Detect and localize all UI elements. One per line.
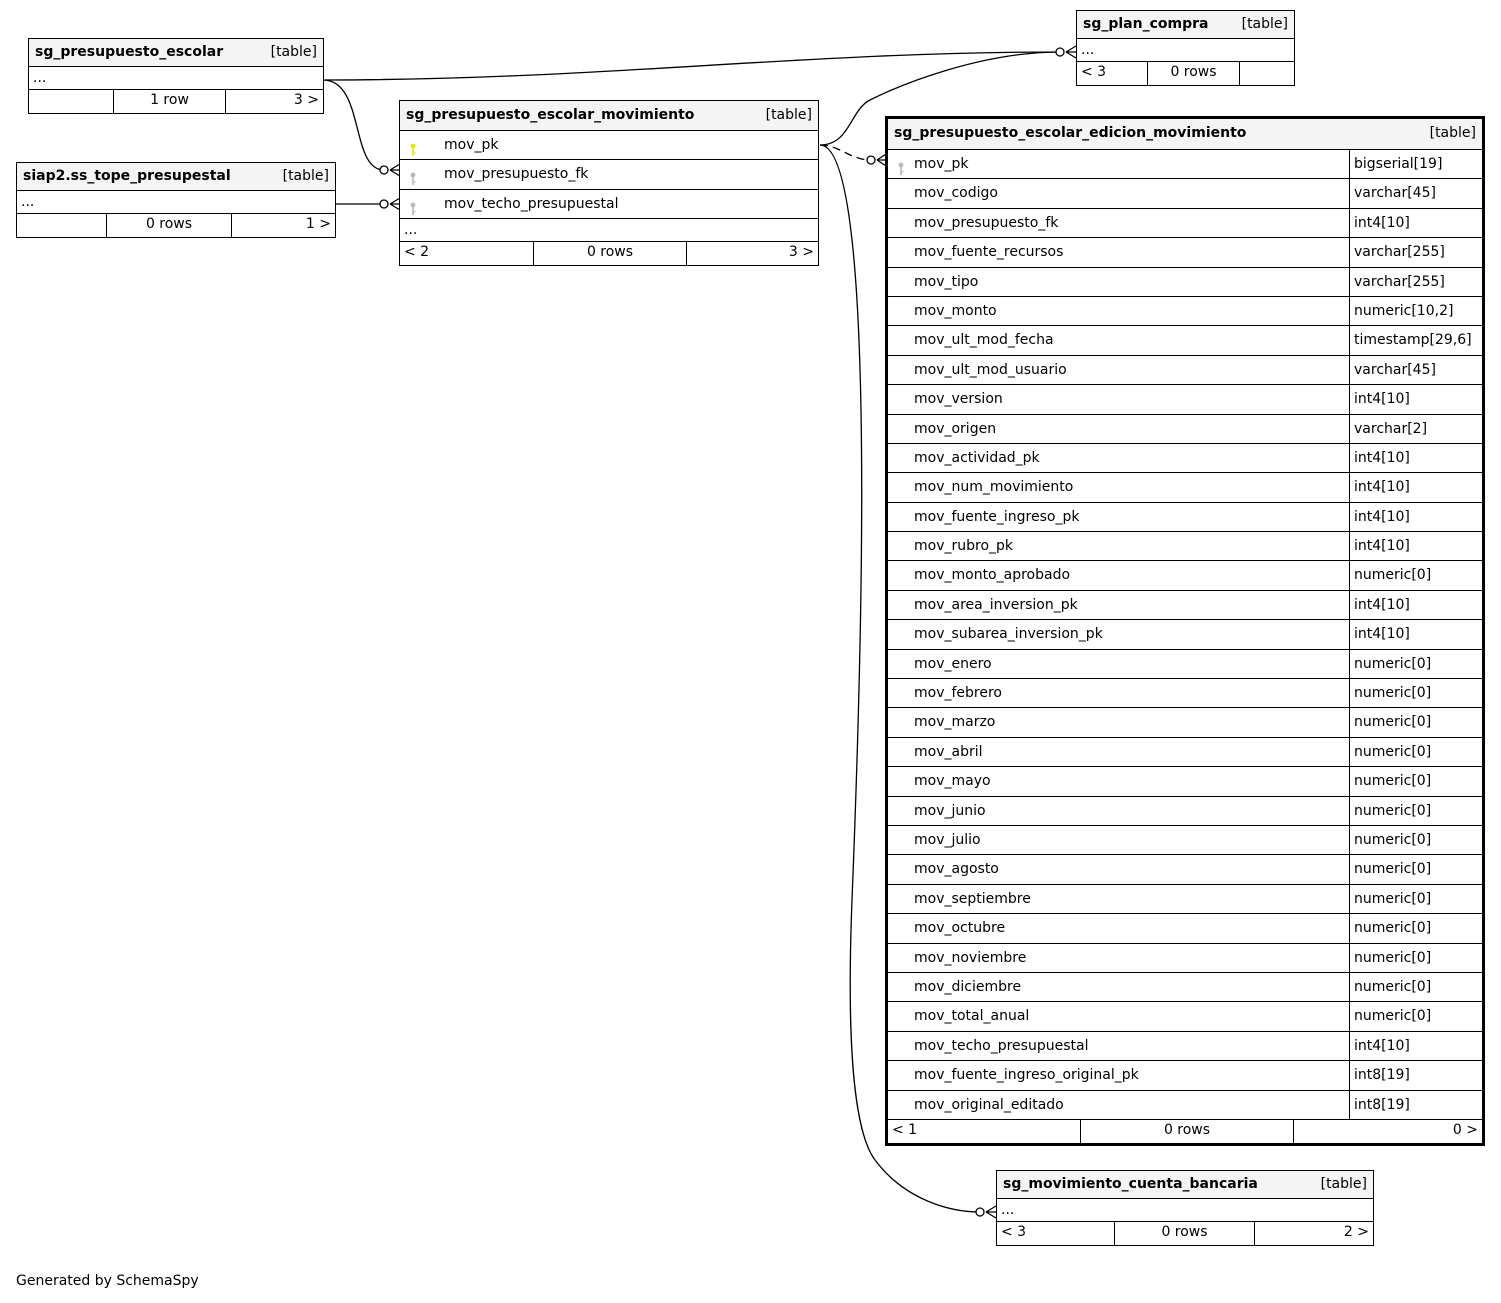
parents-count: < 3 bbox=[997, 1222, 1115, 1245]
table-name: sg_movimiento_cuenta_bancaria bbox=[1003, 1176, 1258, 1192]
column-type: int4[10] bbox=[1349, 444, 1482, 472]
key-cell bbox=[888, 1032, 914, 1060]
column-type: int4[10] bbox=[1349, 591, 1482, 619]
column-row[interactable] bbox=[888, 650, 1482, 679]
parents-count: < 2 bbox=[400, 242, 534, 265]
children-count: 3 > bbox=[788, 244, 814, 261]
column-type: numeric[0] bbox=[1349, 826, 1482, 854]
column-type: bigserial[19] bbox=[1349, 150, 1482, 178]
key-cell bbox=[888, 885, 914, 913]
table-header bbox=[997, 1171, 1373, 1199]
columns-ellipsis: ... bbox=[400, 219, 818, 242]
table-kind: [table] bbox=[1429, 125, 1476, 141]
column-name: mov_ult_mod_usuario bbox=[914, 361, 1067, 378]
column-type: numeric[0] bbox=[1349, 1002, 1482, 1030]
table-sg-movimiento-cuenta-bancaria[interactable] bbox=[996, 1170, 1374, 1246]
key-cell bbox=[888, 826, 914, 854]
foreign-key-icon bbox=[898, 158, 904, 172]
row-count: 1 row bbox=[114, 90, 226, 113]
column-type: numeric[0] bbox=[1349, 708, 1482, 736]
key-cell bbox=[888, 708, 914, 736]
column-name: mov_num_movimiento bbox=[914, 479, 1074, 496]
children-count: 2 > bbox=[1343, 1224, 1369, 1240]
column-type: int8[19] bbox=[1349, 1061, 1482, 1089]
table-footer bbox=[997, 1222, 1373, 1245]
key-cell bbox=[888, 415, 914, 443]
key-cell bbox=[888, 356, 914, 384]
column-name: mov_mayo bbox=[914, 773, 991, 790]
column-type: numeric[10,2] bbox=[1349, 297, 1482, 325]
key-cell bbox=[888, 973, 914, 1001]
column-type: varchar[255] bbox=[1349, 268, 1482, 296]
key-cell bbox=[888, 532, 914, 560]
column-name: mov_subarea_inversion_pk bbox=[914, 626, 1103, 643]
column-type: numeric[0] bbox=[1349, 650, 1482, 678]
column-name: mov_marzo bbox=[914, 714, 996, 731]
column-row[interactable] bbox=[888, 444, 1482, 473]
key-cell bbox=[888, 503, 914, 531]
column-name: mov_monto bbox=[914, 302, 997, 319]
table-sg-presupuesto-escolar-movimiento[interactable] bbox=[399, 100, 819, 266]
column-name: mov_techo_presupuestal bbox=[444, 195, 619, 212]
key-cell bbox=[888, 797, 914, 825]
column-row[interactable] bbox=[888, 503, 1482, 532]
column-name: mov_noviembre bbox=[914, 949, 1027, 966]
column-name: mov_fuente_ingreso_original_pk bbox=[914, 1067, 1139, 1084]
row-count: 0 rows bbox=[107, 214, 232, 237]
key-cell bbox=[888, 650, 914, 678]
key-cell bbox=[888, 620, 914, 648]
column-type: numeric[0] bbox=[1349, 885, 1482, 913]
foreign-key-icon bbox=[410, 168, 416, 182]
key-cell bbox=[888, 473, 914, 501]
key-cell bbox=[888, 1091, 914, 1119]
column-type: int4[10] bbox=[1349, 385, 1482, 413]
key-cell bbox=[888, 855, 914, 883]
column-row[interactable] bbox=[888, 209, 1482, 238]
parents-count: < 3 bbox=[1077, 62, 1148, 85]
column-type: int4[10] bbox=[1349, 620, 1482, 648]
column-type: numeric[0] bbox=[1349, 914, 1482, 942]
column-name: mov_septiembre bbox=[914, 890, 1031, 907]
column-name: mov_area_inversion_pk bbox=[914, 596, 1078, 613]
column-type: numeric[0] bbox=[1349, 944, 1482, 972]
primary-key-icon bbox=[410, 139, 416, 153]
table-footer bbox=[29, 90, 323, 113]
column-row[interactable] bbox=[888, 356, 1482, 385]
table-header bbox=[17, 163, 335, 191]
column-type: varchar[45] bbox=[1349, 356, 1482, 384]
parents-count bbox=[17, 214, 107, 237]
key-cell bbox=[888, 738, 914, 766]
column-type: int4[10] bbox=[1349, 532, 1482, 560]
table-name: sg_presupuesto_escolar bbox=[35, 44, 224, 60]
column-row[interactable] bbox=[888, 620, 1482, 649]
row-count: 0 rows bbox=[534, 242, 687, 265]
key-cell bbox=[888, 914, 914, 942]
column-row[interactable] bbox=[888, 885, 1482, 914]
key-cell bbox=[888, 268, 914, 296]
table-kind: [table] bbox=[1241, 16, 1288, 32]
column-row[interactable] bbox=[888, 1032, 1482, 1061]
generated-by-credit: Generated by SchemaSpy bbox=[16, 1273, 199, 1289]
column-type: numeric[0] bbox=[1349, 973, 1482, 1001]
column-row[interactable] bbox=[888, 268, 1482, 297]
key-cell bbox=[888, 944, 914, 972]
column-row[interactable] bbox=[888, 473, 1482, 502]
column-name: mov_version bbox=[914, 391, 1003, 408]
column-type: timestamp[29,6] bbox=[1349, 326, 1482, 354]
column-type: int4[10] bbox=[1349, 1032, 1482, 1060]
table-footer bbox=[1077, 62, 1294, 85]
table-kind: [table] bbox=[282, 168, 329, 184]
key-cell bbox=[888, 679, 914, 707]
table-header bbox=[29, 39, 323, 67]
column-row[interactable] bbox=[888, 679, 1482, 708]
rel-presupuesto-to-movimiento bbox=[323, 80, 384, 170]
table-sg-presupuesto-escolar[interactable] bbox=[28, 38, 324, 114]
table-name: sg_presupuesto_escolar_edicion_movimiento bbox=[894, 125, 1247, 141]
column-name: mov_enero bbox=[914, 655, 992, 672]
key-cell bbox=[888, 561, 914, 589]
table-sg-presupuesto-escolar-edicion-movimiento[interactable] bbox=[885, 116, 1485, 1146]
column-name: mov_junio bbox=[914, 802, 986, 819]
column-name: mov_pk bbox=[914, 156, 969, 172]
column-name: mov_abril bbox=[914, 743, 983, 760]
children-count bbox=[1240, 62, 1294, 85]
column-row[interactable] bbox=[888, 855, 1482, 884]
row-count: 0 rows bbox=[1148, 62, 1240, 85]
key-cell bbox=[888, 326, 914, 354]
column-row[interactable] bbox=[888, 1091, 1482, 1120]
columns-ellipsis: ... bbox=[17, 191, 335, 214]
column-name: mov_octubre bbox=[914, 920, 1006, 937]
key-cell bbox=[888, 179, 914, 207]
column-name: mov_techo_presupuestal bbox=[914, 1037, 1089, 1054]
column-type: varchar[2] bbox=[1349, 415, 1482, 443]
column-row[interactable] bbox=[888, 561, 1482, 590]
table-header bbox=[1077, 11, 1294, 39]
key-cell bbox=[888, 238, 914, 266]
column-row[interactable] bbox=[888, 944, 1482, 973]
column-name: mov_fuente_ingreso_pk bbox=[914, 508, 1080, 525]
column-name: mov_ult_mod_fecha bbox=[914, 332, 1054, 349]
key-cell bbox=[888, 591, 914, 619]
column-type: numeric[0] bbox=[1349, 855, 1482, 883]
key-cell bbox=[888, 1061, 914, 1089]
table-kind: [table] bbox=[270, 44, 317, 60]
column-name: mov_julio bbox=[914, 831, 981, 848]
rel-movimiento-to-edicion bbox=[820, 145, 871, 160]
key-cell bbox=[888, 150, 914, 178]
children-count: 0 > bbox=[1452, 1121, 1478, 1138]
column-name: mov_monto_aprobado bbox=[914, 567, 1071, 584]
column-name: mov_actividad_pk bbox=[914, 449, 1040, 466]
column-row[interactable] bbox=[888, 179, 1482, 208]
columns-ellipsis: ... bbox=[1077, 39, 1294, 62]
column-row[interactable] bbox=[400, 190, 818, 219]
parents-count: < 1 bbox=[888, 1120, 1081, 1143]
column-type: int4[10] bbox=[1349, 209, 1482, 237]
column-type: int4[10] bbox=[1349, 473, 1482, 501]
column-row[interactable] bbox=[888, 150, 1482, 179]
column-row[interactable] bbox=[888, 767, 1482, 796]
column-row[interactable] bbox=[888, 532, 1482, 561]
column-row[interactable] bbox=[400, 160, 818, 189]
column-row[interactable] bbox=[888, 1002, 1482, 1031]
table-name: sg_plan_compra bbox=[1083, 16, 1209, 32]
column-type: numeric[0] bbox=[1349, 797, 1482, 825]
table-footer bbox=[17, 214, 335, 237]
table-name: sg_presupuesto_escolar_movimiento bbox=[406, 107, 695, 123]
key-cell bbox=[888, 385, 914, 413]
key-cell bbox=[888, 209, 914, 237]
column-type: numeric[0] bbox=[1349, 679, 1482, 707]
column-type: varchar[255] bbox=[1349, 238, 1482, 266]
row-count: 0 rows bbox=[1115, 1222, 1255, 1245]
columns-ellipsis: ... bbox=[29, 67, 323, 90]
key-cell bbox=[400, 190, 444, 218]
column-type: numeric[0] bbox=[1349, 738, 1482, 766]
row-count: 0 rows bbox=[1081, 1120, 1294, 1143]
column-name: mov_febrero bbox=[914, 685, 1002, 702]
column-row[interactable] bbox=[888, 914, 1482, 943]
table-header bbox=[400, 101, 818, 131]
column-name: mov_diciembre bbox=[914, 978, 1022, 995]
column-name: mov_codigo bbox=[914, 185, 998, 202]
columns-ellipsis: ... bbox=[997, 1199, 1373, 1222]
column-row[interactable] bbox=[888, 826, 1482, 855]
key-cell bbox=[888, 297, 914, 325]
children-count: 1 > bbox=[305, 216, 331, 232]
foreign-key-icon bbox=[410, 198, 416, 212]
table-header bbox=[888, 119, 1482, 150]
column-name: mov_rubro_pk bbox=[914, 538, 1014, 555]
column-row[interactable] bbox=[888, 1061, 1482, 1090]
column-row[interactable] bbox=[888, 973, 1482, 1002]
key-cell bbox=[888, 1002, 914, 1030]
parents-count bbox=[29, 90, 114, 113]
column-type: int4[10] bbox=[1349, 503, 1482, 531]
column-type: int8[19] bbox=[1349, 1091, 1482, 1119]
table-name: siap2.ss_tope_presupestal bbox=[23, 168, 231, 184]
column-type: varchar[45] bbox=[1349, 179, 1482, 207]
column-name: mov_original_editado bbox=[914, 1096, 1064, 1113]
column-name: mov_presupuesto_fk bbox=[914, 214, 1059, 231]
column-row[interactable] bbox=[888, 415, 1482, 444]
column-name: mov_total_anual bbox=[914, 1008, 1030, 1025]
column-row[interactable] bbox=[888, 385, 1482, 414]
column-row[interactable] bbox=[888, 797, 1482, 826]
column-name: mov_pk bbox=[444, 137, 499, 153]
column-name: mov_origen bbox=[914, 420, 997, 437]
table-footer bbox=[888, 1120, 1482, 1143]
table-sg-plan-compra[interactable] bbox=[1076, 10, 1295, 86]
column-row[interactable] bbox=[888, 591, 1482, 620]
key-cell bbox=[400, 160, 444, 188]
key-cell bbox=[888, 767, 914, 795]
table-kind: [table] bbox=[765, 107, 812, 123]
table-kind: [table] bbox=[1320, 1176, 1367, 1192]
key-cell bbox=[888, 444, 914, 472]
column-name: mov_tipo bbox=[914, 273, 979, 290]
column-name: mov_agosto bbox=[914, 861, 999, 878]
column-type: numeric[0] bbox=[1349, 767, 1482, 795]
column-row[interactable] bbox=[400, 131, 818, 160]
rel-presupuesto-to-plan-compra bbox=[323, 52, 1060, 80]
column-row[interactable] bbox=[888, 708, 1482, 737]
column-row[interactable] bbox=[888, 238, 1482, 267]
column-name: mov_presupuesto_fk bbox=[444, 166, 589, 183]
column-row[interactable] bbox=[888, 297, 1482, 326]
table-footer bbox=[400, 242, 818, 265]
column-type: numeric[0] bbox=[1349, 561, 1482, 589]
column-row[interactable] bbox=[888, 738, 1482, 767]
children-count: 3 > bbox=[293, 92, 319, 108]
key-cell bbox=[400, 131, 444, 159]
column-name: mov_fuente_recursos bbox=[914, 244, 1064, 261]
table-ss-tope-presupestal[interactable] bbox=[16, 162, 336, 238]
column-row[interactable] bbox=[888, 326, 1482, 355]
